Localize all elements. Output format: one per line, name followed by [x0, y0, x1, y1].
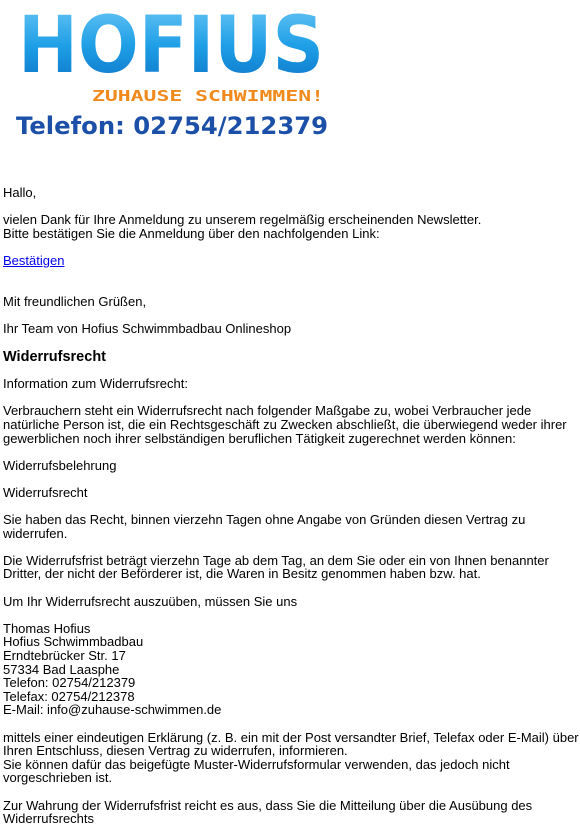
thanks-line-2: Bitte bestätigen Sie die Anmeldung über den nachfolgenden Link:: [3, 225, 380, 241]
greeting: Hallo,: [3, 185, 37, 200]
address-email: E-Mail: info@zuhause-schwimmen.de: [3, 702, 222, 718]
form-line: Sie können dafür das beigefügte Muster-Widerrufsformular verwenden, das jedoch nicht vorgeschrieben ist.: [3, 756, 510, 786]
signature: Ihr Team von Hofius Schwimmbadbau Onlineshop: [3, 320, 292, 336]
declaration-text: [3, 731, 579, 785]
period-text: Die Widerrufsfrist beträgt vierzehn Tage ab dem Tag, an dem Sie oder ein von Ihnen benannter Dritter, der nicht der Beförderer ist, die Waren in Besitz genommen haben bzw. hat.: [3, 552, 549, 582]
hofius-logo: [14, 6, 334, 142]
confirm-link[interactable]: Bestätigen: [3, 252, 65, 268]
consumer-text: Verbrauchern steht ein Widerrufsrecht nach folgender Maßgabe zu, wobei Verbraucher jede natürliche Person ist, die ein Rechtsgeschäft zu Zwecken abschließt, die überwiegend weder ihrer gewerblichen noch ihrer selbständigen beruflichen Tätigkeit zugerechnet werden können:: [3, 403, 567, 446]
withdrawal-info: Information zum Widerrufsrecht:: [3, 376, 188, 392]
spacer: [3, 281, 579, 295]
logo-brand: HOFIUS: [18, 6, 324, 91]
email-body: [3, 186, 579, 839]
address-city: 57334 Bad Laasphe: [3, 661, 120, 677]
address-name: Thomas Hofius: [3, 620, 91, 636]
deadline-text: Zur Wahrung der Widerrufsfrist reicht es aus, dass Sie die Mitteilung über die Ausübung des Widerrufsrechts: [3, 797, 533, 827]
address-phone: Telefon: 02754/212379: [3, 675, 136, 691]
address-company: Hofius Schwimmbadbau: [3, 634, 144, 650]
address-street: Erndtebrücker Str. 17: [3, 648, 126, 663]
exercise-intro: Um Ihr Widerrufsrecht auszuüben, müssen Sie uns: [3, 593, 298, 609]
right-text: Sie haben das Recht, binnen vierzehn Tagen ohne Angabe von Gründen diesen Vertrag zu widerrufen.: [3, 512, 526, 541]
withdrawal-heading: Widerrufsrecht: [3, 349, 107, 366]
instruction-title: Widerrufsbelehrung: [3, 457, 117, 473]
declaration-line: mittels einer eindeutigen Erklärung (z. B. ein mit der Post versandter Brief, Telefax oder E-Mail) über Ihren Entschluss, diesen Vertrag zu widerrufen, informieren.: [3, 729, 579, 759]
logo-tagline: ZUHAUSE SCHWIMMEN!: [92, 87, 324, 105]
confirm-paragraph: [3, 254, 579, 268]
logo-phone: Telefon: 02754/212379: [16, 112, 328, 140]
address-block: [3, 622, 579, 717]
thanks-line-1: vielen Dank für Ihre Anmeldung zu unserem regelmäßig erscheinenden Newsletter.: [3, 212, 482, 228]
right-title: Widerrufsrecht: [3, 484, 88, 500]
address-fax: Telefax: 02754/212378: [3, 688, 135, 704]
closing: Mit freundlichen Grüßen,: [3, 293, 147, 309]
thanks-text: [3, 213, 579, 240]
